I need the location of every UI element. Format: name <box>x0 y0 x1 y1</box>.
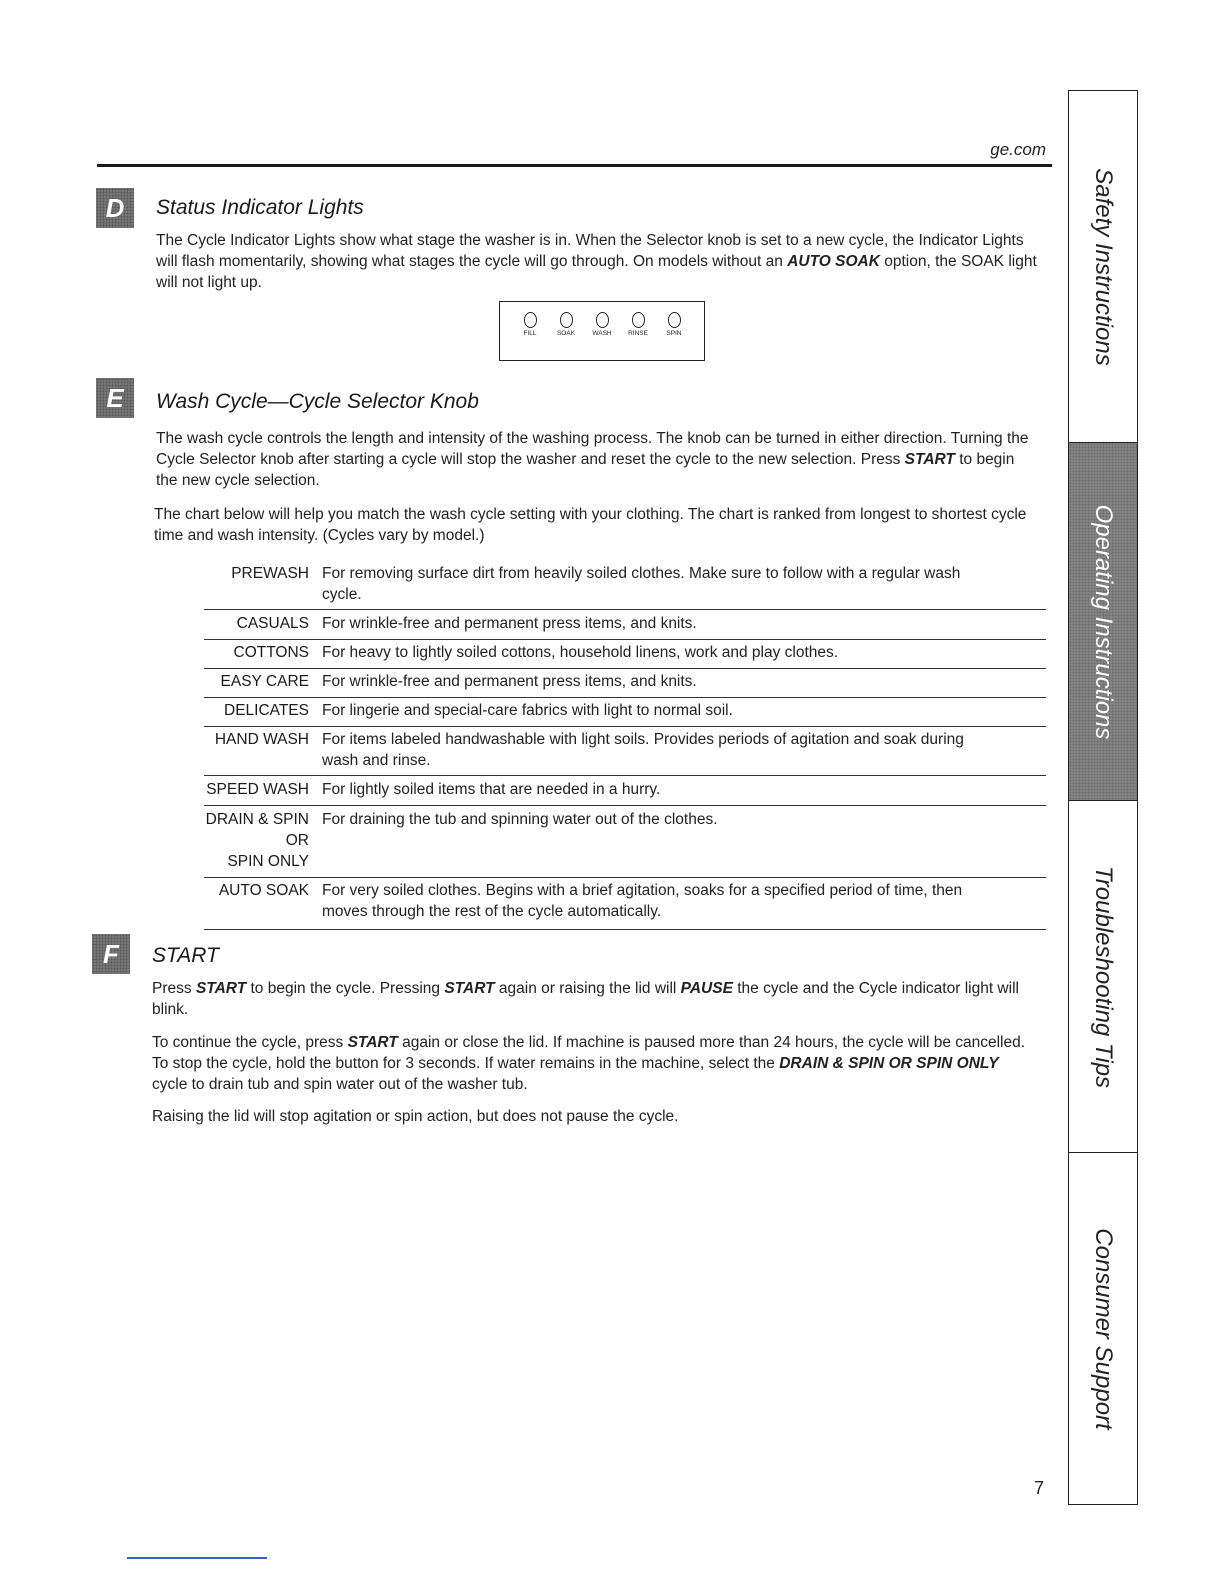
cycle-name: SPEED WASH <box>206 781 309 798</box>
cycle-name: DELICATES <box>224 702 309 719</box>
wash-light: WASH <box>587 312 617 337</box>
table-row <box>204 880 1046 930</box>
table-row <box>204 808 1046 878</box>
section-f-para1: Press START to begin the cycle. Pressing START again or raising the lid will PAUSE the cycle and the Cycle indicator light will blink. <box>152 980 1019 1018</box>
footer-link-underline <box>127 1557 267 1559</box>
section-d-icon: D <box>96 188 134 228</box>
cycle-desc: For draining the tub and spinning water out of the clothes. <box>322 811 718 828</box>
cycle-desc: For lingerie and special-care fabrics with light to normal soil. <box>322 702 733 719</box>
cycle-name: AUTO SOAK <box>218 882 309 899</box>
cycle-desc: For very soiled clothes. Begins with a brief agitation, soaks for a specified period of time, then moves through the rest of the cycle automatically. <box>322 882 963 920</box>
site-url: ge.com <box>990 140 1046 159</box>
tab-safety-instructions[interactable] <box>1069 90 1137 442</box>
cycle-desc: For wrinkle-free and permanent press items, and knits. <box>322 673 697 690</box>
rinse-light: RINSE <box>623 312 653 337</box>
section-e-para2: The chart below will help you match the wash cycle setting with your clothing. The chart is ranked from longest to shortest cycle time and wash intensity. (Cycles vary by model.) <box>154 506 1027 544</box>
tab-label: Safety Instructions <box>1090 167 1117 366</box>
cycle-name: PREWASH <box>231 565 309 582</box>
section-e-icon: E <box>96 378 134 418</box>
cycle-name: COTTONS <box>233 644 309 661</box>
side-tabs <box>1068 90 1138 1505</box>
indicator-lights-panel <box>499 301 705 361</box>
section-f-title: START <box>152 944 219 967</box>
table-row <box>204 612 1046 640</box>
table-row <box>204 670 1046 698</box>
tab-consumer-support[interactable] <box>1069 1152 1137 1505</box>
table-row <box>204 562 1046 610</box>
table-row <box>204 699 1046 727</box>
tab-label: Operating Instructions <box>1090 504 1117 739</box>
tab-label: Consumer Support <box>1090 1228 1117 1430</box>
header-rule <box>97 164 1052 167</box>
tab-label: Troubleshooting Tips <box>1090 865 1117 1088</box>
section-f-icon: F <box>92 934 130 974</box>
table-row <box>204 728 1046 776</box>
table-row <box>204 778 1046 806</box>
fill-light: FILL <box>515 312 545 337</box>
section-e-para1: The wash cycle controls the length and intensity of the washing process. The knob can be turned in either direction. Turning the Cycle Selector knob after starting a cycle will stop the washer and reset the cycle to the new selection. Press START to begin the new cycle selection. <box>156 430 1029 489</box>
cycle-name: DRAIN & SPIN OR SPIN ONLY <box>205 811 309 870</box>
tab-operating-instructions[interactable] <box>1069 442 1137 800</box>
tab-troubleshooting-tips[interactable] <box>1069 800 1137 1152</box>
cycle-name: CASUALS <box>236 615 309 632</box>
table-row <box>204 641 1046 669</box>
page-number: 7 <box>1034 1478 1045 1498</box>
cycle-desc: For lightly soiled items that are needed in a hurry. <box>322 781 661 798</box>
soak-light: SOAK <box>551 312 581 337</box>
cycle-name: HAND WASH <box>214 731 309 748</box>
cycle-desc: For wrinkle-free and permanent press items, and knits. <box>322 615 697 632</box>
cycle-desc: For items labeled handwashable with light soils. Provides periods of agitation and soak during wash and rinse. <box>322 731 964 769</box>
cycle-desc: For heavy to lightly soiled cottons, household linens, work and play clothes. <box>322 644 839 661</box>
section-e-title: Wash Cycle—Cycle Selector Knob <box>156 390 479 413</box>
section-f-para3: Raising the lid will stop agitation or spin action, but does not pause the cycle. <box>152 1108 679 1125</box>
section-f-para2: To continue the cycle, press START again or close the lid. If machine is paused more than 24 hours, the cycle will be cancelled. To stop the cycle, hold the button for 3 seconds. If water remains in the machine, select the DRAIN & SPIN OR SPIN ONLY cycle to drain tub and spin water out of the washer tub. <box>152 1034 1026 1093</box>
cycle-name: EASY CARE <box>220 673 309 690</box>
cycle-desc: For removing surface dirt from heavily soiled clothes. Make sure to follow with a regular wash cycle. <box>322 565 961 603</box>
spin-light: SPIN <box>659 312 689 337</box>
section-d-title: Status Indicator Lights <box>156 196 364 219</box>
section-d-body: The Cycle Indicator Lights show what stage the washer is in. When the Selector knob is set to a new cycle, the Indicator Lights will flash momentarily, showing what stages the cycle will go through. On models without an AUTO SOAK option, the SOAK light will not light up. <box>156 232 1037 291</box>
